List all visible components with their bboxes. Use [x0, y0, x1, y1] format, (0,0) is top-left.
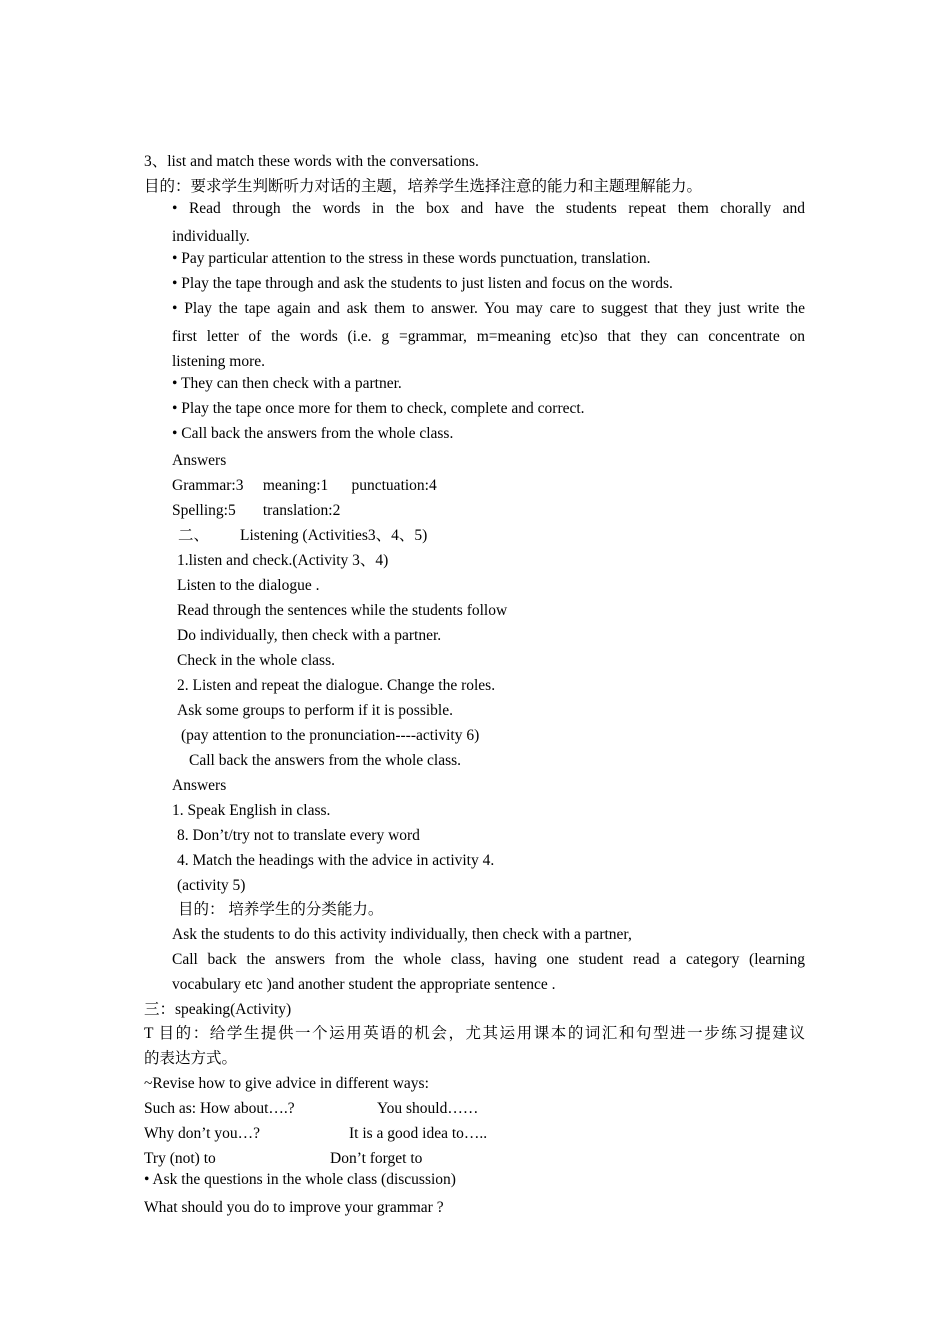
- advice-you-should: You should……: [377, 1100, 479, 1117]
- advice-how-about: Such as: How about….?: [144, 1100, 295, 1117]
- listening-answer-5: Ask the students to do this activity individually, then check with a partner,: [172, 926, 632, 943]
- bullet-call-back: • Call back the answers from the whole class.: [172, 425, 454, 442]
- advice-try-not-to: Try (not) to: [144, 1150, 216, 1167]
- advice-good-idea: It is a good idea to…..: [349, 1125, 488, 1142]
- speaking-question: What should you do to improve your grammar ?: [144, 1199, 444, 1216]
- speaking-purpose-cont: 的表达方式。: [144, 1050, 238, 1067]
- bullet-check-partner: • They can then check with a partner.: [172, 375, 402, 392]
- bullet-play-again-cont2: listening more.: [172, 353, 265, 370]
- listening-heading: 二、 Listening (Activities3、4、5): [178, 527, 428, 544]
- listening-answers-label: Answers: [172, 777, 227, 794]
- listening-answer-1: 1. Speak English in class.: [172, 802, 331, 819]
- listening-purpose: 目的： 培养学生的分类能力。: [178, 901, 384, 918]
- bullet-play-once-more: • Play the tape once more for them to check, complete and correct.: [172, 400, 585, 417]
- listening-line-6: 2. Listen and repeat the dialogue. Change the roles.: [177, 677, 496, 694]
- answers-row-1: Grammar:3 meaning:1 punctuation:4: [172, 477, 437, 494]
- listening-line-4: Do individually, then check with a partner.: [177, 627, 442, 644]
- listening-line-3: Read through the sentences while the students follow: [177, 602, 508, 619]
- listening-line-9: Call back the answers from the whole class.: [189, 752, 462, 769]
- answers-label: Answers: [172, 452, 227, 469]
- listening-line-2: Listen to the dialogue .: [177, 577, 320, 594]
- listening-answer-2: 8. Don’t/try not to translate every word: [177, 827, 420, 844]
- listening-line-7: Ask some groups to perform if it is possible.: [177, 702, 453, 719]
- listening-answer-4: (activity 5): [177, 877, 246, 894]
- listening-answer-6: Call back the answers from the whole class, having one student read a category (learning: [172, 951, 805, 968]
- bullet-play-tape: • Play the tape through and ask the students to just listen and focus on the words.: [172, 275, 673, 292]
- answers-row-2: Spelling:5 translation:2: [172, 502, 341, 519]
- bullet-read-through: • Read through the words in the box and have the students repeat them chorally and: [172, 200, 805, 217]
- section-3-title: 3、list and match these words with the conversations.: [144, 153, 479, 170]
- bullet-play-again-cont: first letter of the words (i.e. g =grammar, m=meaning etc)so that they can concentrate on: [172, 328, 805, 345]
- speaking-purpose: T 目的：给学生提供一个运用英语的机会，尤其运用课本的词汇和句型进一步练习提建议: [144, 1025, 805, 1042]
- listening-answer-3: 4. Match the headings with the advice in activity 4.: [177, 852, 495, 869]
- bullet-play-again: • Play the tape again and ask them to answer. You may care to suggest that they just write the: [172, 300, 805, 317]
- bullet-stress: • Pay particular attention to the stress in these words punctuation, translation.: [172, 250, 651, 267]
- listening-line-8: (pay attention to the pronunciation----activity 6): [181, 727, 480, 744]
- listening-line-5: Check in the whole class.: [177, 652, 335, 669]
- speaking-revise: ~Revise how to give advice in different ways:: [144, 1075, 429, 1092]
- bullet-read-through-cont: individually.: [172, 228, 250, 245]
- speaking-ask-questions: • Ask the questions in the whole class (discussion): [144, 1171, 456, 1188]
- section-3-purpose: 目的：要求学生判断听力对话的主题，培养学生选择注意的能力和主题理解能力。: [144, 178, 703, 195]
- speaking-heading: 三：speaking(Activity): [144, 1001, 292, 1018]
- advice-dont-forget: Don’t forget to: [330, 1150, 423, 1167]
- listening-answer-6-cont: vocabulary etc )and another student the appropriate sentence .: [172, 976, 556, 993]
- listening-line-1: 1.listen and check.(Activity 3、4): [177, 552, 389, 569]
- advice-why-dont-you: Why don’t you…?: [144, 1125, 260, 1142]
